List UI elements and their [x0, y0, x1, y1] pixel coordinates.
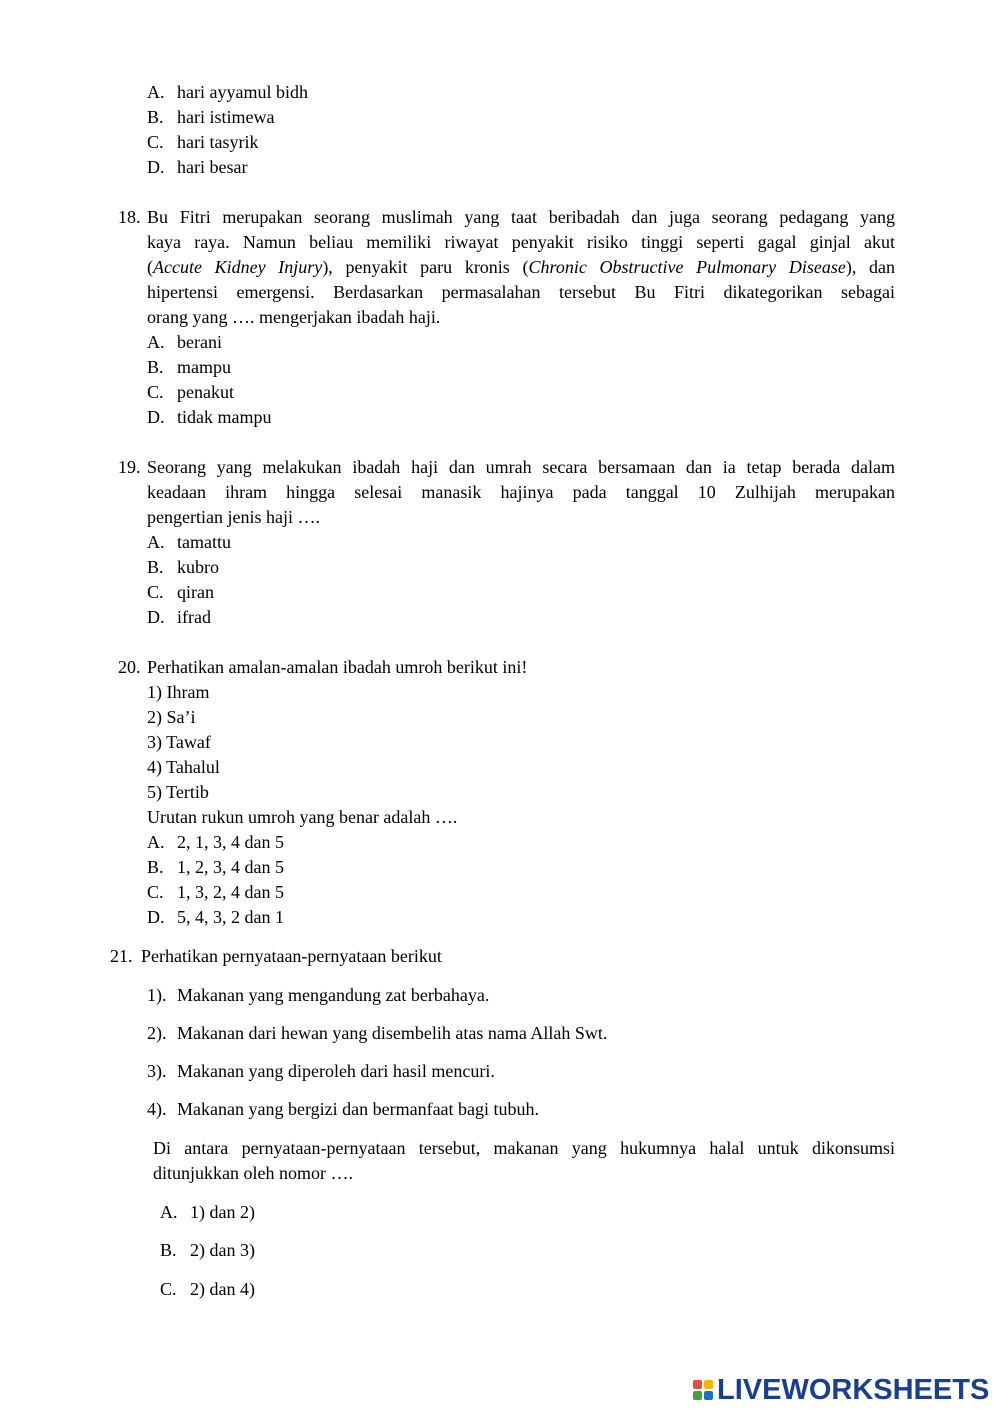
- q21-statement: [147, 1059, 495, 1084]
- option-letter: C.: [147, 132, 164, 152]
- q18-line-4: hipertensi emergensi. Berdasarkan permasalahan tersebut Bu Fitri dikategorikan sebagai: [147, 282, 895, 302]
- q19-line-3: pengertian jenis haji ….: [147, 507, 320, 527]
- option-text: 1, 2, 3, 4 dan 5: [177, 857, 284, 877]
- q20-number: 20.: [118, 657, 141, 677]
- option-letter: D.: [147, 157, 165, 177]
- q18-option-c[interactable]: [147, 380, 234, 405]
- q18-number: 18.: [118, 207, 141, 227]
- q18-line-2: kaya raya. Namun beliau memiliki riwayat penyakit risiko tinggi seperti gagal ginjal akut: [147, 232, 895, 252]
- q20-item: 5) Tertib: [147, 782, 209, 802]
- q18-option-b[interactable]: [147, 355, 231, 380]
- option-letter: B.: [147, 107, 164, 127]
- option-letter: B.: [160, 1240, 177, 1260]
- option-text: 2, 1, 3, 4 dan 5: [177, 832, 284, 852]
- statement-text: Makanan yang bergizi dan bermanfaat bagi tubuh.: [177, 1099, 540, 1119]
- q20-option-c[interactable]: [147, 880, 284, 905]
- option-letter: D.: [147, 907, 165, 927]
- option-text: qiran: [177, 582, 214, 602]
- italic-term: Accute Kidney Injury: [153, 257, 323, 277]
- option-text: 1) dan 2): [190, 1202, 255, 1222]
- option-letter: B.: [147, 857, 164, 877]
- option-letter: C.: [160, 1279, 177, 1299]
- q17-option-b[interactable]: [147, 105, 274, 130]
- q18-line-5: orang yang …. mengerjakan ibadah haji.: [147, 307, 441, 327]
- statement-text: Makanan yang diperoleh dari hasil mencuri.: [177, 1061, 495, 1081]
- option-letter: A.: [147, 832, 165, 852]
- option-text: hari ayyamul bidh: [177, 82, 308, 102]
- option-letter: D.: [147, 607, 165, 627]
- option-letter: C.: [147, 882, 164, 902]
- q18-option-a[interactable]: [147, 330, 222, 355]
- logo-square-green: [693, 1391, 702, 1400]
- option-text: berani: [177, 332, 222, 352]
- q19-option-c[interactable]: [147, 580, 214, 605]
- italic-term: Chronic Obstructive Pulmonary Disease: [528, 257, 846, 277]
- option-text: 5, 4, 3, 2 dan 1: [177, 907, 284, 927]
- q20-option-a[interactable]: [147, 830, 284, 855]
- q20-option-d[interactable]: [147, 905, 284, 930]
- logo-square-blue: [704, 1391, 713, 1400]
- q21-line-2: ditunjukkan oleh nomor ….: [153, 1163, 353, 1183]
- q18-line-3: [147, 255, 895, 280]
- statement-number: 2).: [147, 1023, 167, 1043]
- option-text: 1, 3, 2, 4 dan 5: [177, 882, 284, 902]
- option-letter: A.: [147, 82, 165, 102]
- liveworksheets-logo-text: LIVEWORKSHEETS: [717, 1373, 990, 1406]
- q19-option-b[interactable]: [147, 555, 219, 580]
- logo-square-red: [693, 1380, 702, 1389]
- logo-square-yellow: [704, 1380, 713, 1389]
- q21-question: [153, 1136, 895, 1186]
- option-letter: A.: [147, 332, 165, 352]
- q21-statement: [147, 1021, 607, 1046]
- liveworksheets-logo[interactable]: [693, 1375, 989, 1405]
- option-text: kubro: [177, 557, 219, 577]
- option-letter: A.: [147, 532, 165, 552]
- q19-stem: [147, 455, 895, 530]
- q21-number: 21.: [110, 946, 133, 966]
- option-text: hari tasyrik: [177, 132, 259, 152]
- option-text: 2) dan 3): [190, 1240, 255, 1260]
- statement-text: Makanan yang mengandung zat berbahaya.: [177, 985, 490, 1005]
- option-letter: D.: [147, 407, 165, 427]
- q19-line-2: keadaan ihram hingga selesai manasik hajinya pada tanggal 10 Zulhijah merupakan: [147, 482, 895, 502]
- option-text: ifrad: [177, 607, 211, 627]
- liveworksheets-logo-icon: [693, 1380, 713, 1400]
- q21-stem: Perhatikan pernyataan-pernyataan berikut: [141, 946, 442, 966]
- q19-option-d[interactable]: [147, 605, 211, 630]
- q20-option-b[interactable]: [147, 855, 284, 880]
- option-letter: C.: [147, 582, 164, 602]
- option-letter: B.: [147, 357, 164, 377]
- q18-stem: [147, 205, 895, 330]
- option-letter: A.: [160, 1202, 178, 1222]
- text: ), penyakit paru kronis (: [322, 257, 529, 277]
- q17-option-a[interactable]: [147, 80, 308, 105]
- q21-statement: [147, 1097, 539, 1122]
- q17-option-c[interactable]: [147, 130, 258, 155]
- text: ), dan: [845, 257, 896, 277]
- statement-number: 1).: [147, 985, 167, 1005]
- option-text: penakut: [177, 382, 234, 402]
- q18-option-d[interactable]: [147, 405, 271, 430]
- statement-number: 4).: [147, 1099, 167, 1119]
- q17-option-d[interactable]: [147, 155, 247, 180]
- q20-question: Urutan rukun umroh yang benar adalah ….: [147, 807, 458, 827]
- q21-line-1: Di antara pernyataan-pernyataan tersebut, makanan yang hukumnya halal untuk dikonsumsi: [153, 1138, 895, 1158]
- statement-number: 3).: [147, 1061, 167, 1081]
- q21-option-a[interactable]: [160, 1200, 255, 1225]
- statement-text: Makanan dari hewan yang disembelih atas nama Allah Swt.: [177, 1023, 608, 1043]
- q20-stem: Perhatikan amalan-amalan ibadah umroh berikut ini!: [147, 657, 528, 677]
- q19-number: 19.: [118, 457, 141, 477]
- option-text: hari besar: [177, 157, 248, 177]
- option-letter: C.: [147, 382, 164, 402]
- q20-item: 1) Ihram: [147, 682, 210, 702]
- option-text: mampu: [177, 357, 231, 377]
- q20-item: 3) Tawaf: [147, 732, 211, 752]
- option-text: tidak mampu: [177, 407, 272, 427]
- option-text: 2) dan 4): [190, 1279, 255, 1299]
- q21-statement: [147, 983, 489, 1008]
- q19-line-1: Seorang yang melakukan ibadah haji dan umrah secara bersamaan dan ia tetap berada dalam: [147, 457, 895, 477]
- option-text: tamattu: [177, 532, 231, 552]
- option-text: hari istimewa: [177, 107, 275, 127]
- q20-item: 4) Tahalul: [147, 757, 220, 777]
- text: (: [147, 257, 153, 277]
- option-letter: B.: [147, 557, 164, 577]
- q21-option-b[interactable]: [160, 1238, 255, 1263]
- q21-option-c[interactable]: [160, 1277, 255, 1302]
- q19-option-a[interactable]: [147, 530, 231, 555]
- q20-item: 2) Sa’i: [147, 707, 196, 727]
- q18-line-1: Bu Fitri merupakan seorang muslimah yang taat beribadah dan juga seorang pedagang yang: [147, 207, 895, 227]
